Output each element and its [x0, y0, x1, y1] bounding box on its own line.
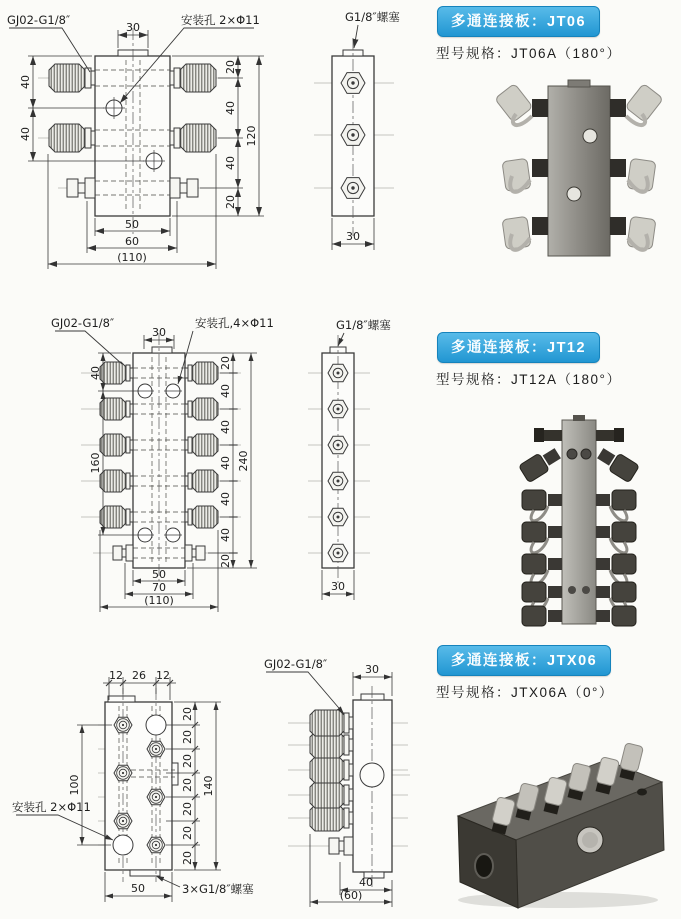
jtx06-product-photo — [438, 714, 681, 914]
dim-label: (110) — [117, 251, 147, 264]
dim-label: (60) — [339, 889, 363, 902]
dim-label: 20 — [224, 195, 237, 209]
jtx06-side-view — [258, 650, 438, 918]
jt06-connector-label: GJ02-G1/8″ — [7, 13, 71, 27]
jt12-title: 多通连接板：JT12 — [451, 340, 587, 356]
dim-label: 120 — [245, 125, 258, 147]
dim-label: (110) — [144, 594, 174, 607]
dim-label: 40 — [219, 384, 232, 398]
jt06-product-photo — [490, 72, 668, 272]
dim-label: 20 — [181, 730, 194, 744]
jt06-spec: 型号规格：JT06A（180°） — [436, 46, 622, 61]
jt12-product-photo — [488, 410, 668, 636]
dim-label: 20 — [219, 356, 232, 370]
jtx06-connector-label: GJ02-G1/8″ — [264, 657, 328, 671]
dim-label: 50 — [125, 218, 139, 231]
jtx06-front-view — [8, 650, 260, 918]
dim-label: 30 — [346, 230, 360, 243]
dim-label: 20 — [219, 554, 232, 568]
dim-label: 40 — [224, 101, 237, 115]
jt12-connector-label: GJ02-G1/8″ — [51, 316, 115, 330]
jt12-spec: 型号规格：JT12A（180°） — [436, 372, 622, 387]
jt06-plug-label: G1/8″螺塞 — [345, 10, 400, 24]
dim-label: 30 — [365, 663, 379, 676]
dim-label: 26 — [132, 669, 146, 682]
jtx06-mount-label: 安装孔 2×Φ11 — [12, 800, 91, 814]
dim-label: 12 — [109, 669, 123, 682]
section-jtx06 — [0, 642, 681, 919]
dim-label: 40 — [359, 876, 373, 889]
jt12-title-badge — [437, 332, 600, 363]
jt06-front-view — [2, 4, 270, 308]
jtx06-spec: 型号规格：JTX06A（0°） — [436, 685, 614, 700]
jtx06-title: 多通连接板：JTX06 — [451, 653, 598, 669]
dim-label: 70 — [152, 581, 166, 594]
section-jt06 — [0, 0, 681, 312]
jt12-side-view — [300, 315, 430, 629]
jt06-mount-label: 安装孔 2×Φ11 — [181, 13, 260, 27]
dim-label: 20 — [181, 851, 194, 865]
jt06-side-view — [298, 4, 438, 308]
dim-label: 30 — [126, 21, 140, 34]
dim-label: 50 — [152, 568, 166, 581]
dim-label: 40 — [89, 366, 102, 380]
jtx06-plug-label: 3×G1/8″螺塞 — [182, 882, 254, 896]
dim-label: 20 — [181, 802, 194, 816]
dim-label: 40 — [219, 420, 232, 434]
dim-label: 12 — [156, 669, 170, 682]
jt12-plug-label: G1/8″螺塞 — [336, 318, 391, 332]
dim-label: 40 — [224, 156, 237, 170]
dim-label: 40 — [19, 75, 32, 89]
photo-body — [562, 420, 596, 624]
jt06-title: 多通连接板：JT06 — [451, 14, 587, 30]
jt12-front-view — [25, 315, 275, 629]
dim-label: 40 — [219, 456, 232, 470]
dim-label: 20 — [181, 707, 194, 721]
jt06-body — [95, 28, 170, 234]
dim-label: 20 — [181, 754, 194, 768]
photo-body — [548, 86, 610, 256]
dim-label: 20 — [224, 60, 237, 74]
jtx06-side-hole — [360, 763, 384, 787]
dim-label: 30 — [331, 580, 345, 593]
section-jt12 — [0, 312, 681, 642]
dim-label: 30 — [152, 326, 166, 339]
dim-label: 40 — [219, 528, 232, 542]
dim-label: 60 — [125, 235, 139, 248]
jt12-mount-label: 安装孔,4×Φ11 — [195, 316, 274, 330]
jtx06-title-badge — [437, 645, 611, 676]
dim-label: 40 — [19, 127, 32, 141]
dim-label: 20 — [181, 778, 194, 792]
jtx06-side-connectors — [310, 710, 353, 855]
dim-label: 100 — [68, 774, 81, 796]
dim-label: 240 — [237, 450, 250, 472]
dim-label: 40 — [219, 492, 232, 506]
dim-label: 20 — [181, 826, 194, 840]
dim-label: 140 — [202, 775, 215, 797]
dim-label: 160 — [89, 452, 102, 474]
dim-label: 50 — [131, 882, 145, 895]
jt06-title-badge — [437, 6, 600, 37]
